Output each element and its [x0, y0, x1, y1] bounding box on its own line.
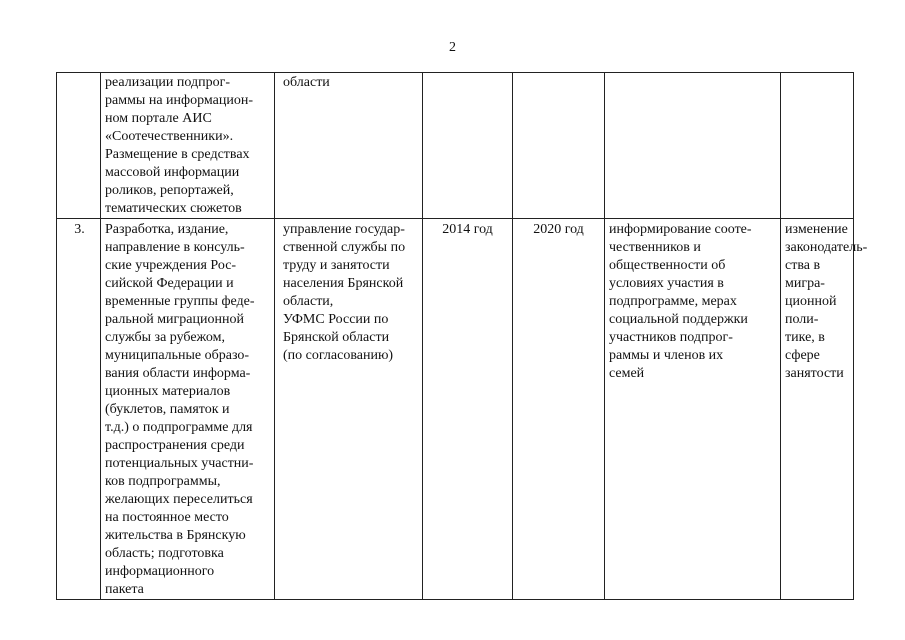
- consequence-cell: изменение законодатель- ства в мигра- ционной поли- тике, в сфере занятости: [781, 219, 854, 600]
- start-year-cell: 2014 год: [423, 219, 513, 600]
- end-year-cell: 2020 год: [513, 219, 605, 600]
- end-year-cell: [513, 73, 605, 219]
- action-cell: Разработка, издание, направление в консуль- ские учреждения Рос- сийской Федерации и временные группы феде- ральной миграционной службы за рубежом, муниципальные образо- вания области информа- ционных материалов (буклетов, памяток и т.д.) о подпрограмме для распространения среди потенциальных участни- ков подпрограммы, желающих переселиться на постоянное место жительства в Брянскую область; подготовка информационного пакета: [101, 219, 275, 600]
- result-cell: [605, 73, 781, 219]
- page-number: 2: [449, 40, 456, 55]
- action-cell: реализации подпрог- раммы на информацион- ном портале АИС «Соотечественники». Размещение в средствах массовой информации роликов, репортажей, тематических сюжетов: [101, 73, 275, 219]
- program-table: [56, 72, 868, 600]
- executor-cell: управление государ- ственной службы по труду и занятости населения Брянской области, УФМС России по Брянской области (по согласованию): [275, 219, 423, 600]
- result-cell: информирование сооте- чественников и общественности об условиях участия в подпрограмме, мерах социальной поддержки участников подпрог- раммы и членов их семей: [605, 219, 781, 600]
- executor-cell: области: [275, 73, 423, 219]
- table-row: [57, 73, 854, 219]
- row-number-cell: [57, 73, 101, 219]
- start-year-cell: [423, 73, 513, 219]
- table-row: [57, 219, 854, 600]
- consequence-cell: [781, 73, 854, 219]
- row-number-cell: 3.: [57, 219, 101, 600]
